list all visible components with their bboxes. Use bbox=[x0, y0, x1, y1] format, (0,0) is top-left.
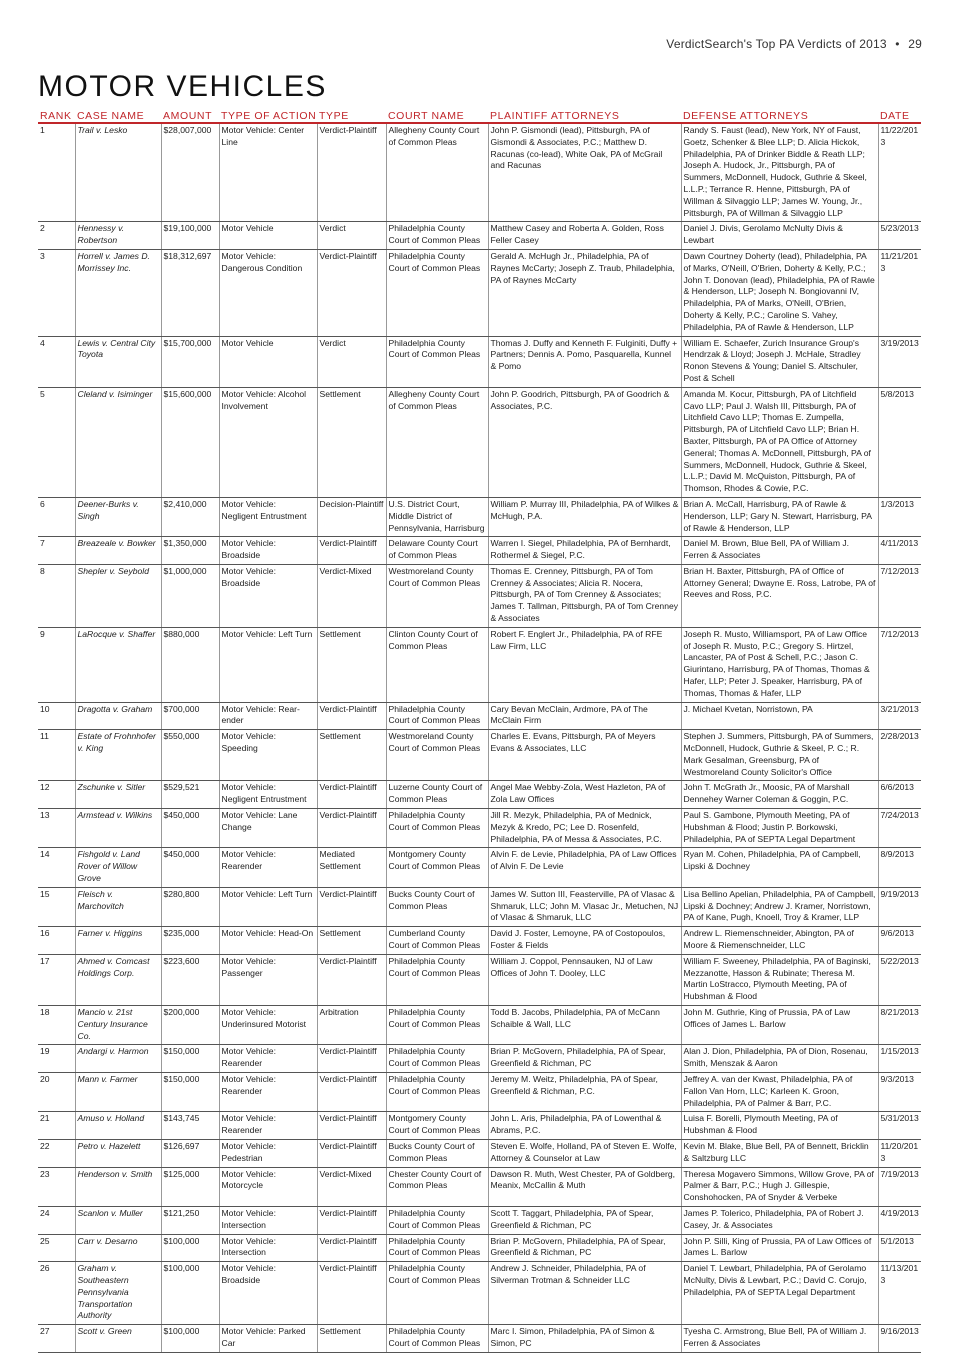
defense-attorneys-cell: Amanda M. Kocur, Pittsburgh, PA of Litchfield Cavo LLP; Paul J. Walsh III, Pittsburgh, PA of Litchfield Cavo LLP; Thomas E. Zumpella, Pittsburgh, PA of Litchfield Cavo LLP; Brian H. Baxter, Pittsburgh, PA of PA Office of Attorney General; Thomas A. McDonnell, Pittsburgh, PA of Summers, McDonnell, Hudock, Guthrie & Skeel, L.L.P.; David M. McQuiston, Pittsburgh, PA of Thomson, Rhodes & Cowie, P.C. bbox=[681, 387, 878, 497]
case-name-cell: Zschunke v. Sitler bbox=[75, 781, 161, 809]
date-cell: 3/21/2013 bbox=[878, 702, 921, 730]
defense-attorneys-cell: Jeffrey A. van der Kwast, Philadelphia, PA of Fallon Van Horn, LLC; Karleen K. Groon, Philadelphia, PA of Palmer & Barr, P.C. bbox=[681, 1072, 878, 1111]
type-of-action-cell: Motor Vehicle: Rearender bbox=[219, 1112, 317, 1140]
date-cell: 1/3/2013 bbox=[878, 497, 921, 536]
type-cell: Verdict-Mixed bbox=[317, 564, 386, 627]
date-cell: 7/19/2013 bbox=[878, 1167, 921, 1206]
rank-cell: 14 bbox=[38, 848, 75, 887]
amount-cell: $2,410,000 bbox=[161, 497, 219, 536]
type-cell: Verdict-Plaintiff bbox=[317, 781, 386, 809]
type-cell: Verdict-Mixed bbox=[317, 1167, 386, 1206]
type-cell: Settlement bbox=[317, 627, 386, 702]
plaintiff-attorneys-cell: Matthew Casey and Roberta A. Golden, Ross Feller Casey bbox=[488, 222, 681, 250]
amount-cell: $15,700,000 bbox=[161, 336, 219, 387]
plaintiff-attorneys-cell: Charles E. Evans, Pittsburgh, PA of Meyers Evans & Associates, LLC bbox=[488, 730, 681, 781]
court-name-cell: Allegheny County Court of Common Pleas bbox=[386, 123, 488, 222]
rank-cell: 2 bbox=[38, 222, 75, 250]
case-name-cell: Lewis v. Central City Toyota bbox=[75, 336, 161, 387]
defense-attorneys-cell: Brian H. Baxter, Pittsburgh, PA of Office of Attorney General; Dwayne E. Ross, Latrobe, PA of Reeves and Ross, P.C. bbox=[681, 564, 878, 627]
type-of-action-cell: Motor Vehicle: Rear-ender bbox=[219, 702, 317, 730]
type-cell: Verdict-Plaintiff bbox=[317, 1072, 386, 1111]
defense-attorneys-cell: Lisa Bellino Apelian, Philadelphia, PA of Campbell, Lipski & Dochney; Andrew J. Kramer, Norristown, PA of Kane, Pugh, Knoell, Troy & Kramer, LLP bbox=[681, 887, 878, 926]
plaintiff-attorneys-cell: Scott T. Taggart, Philadelphia, PA of Spear, Greenfield & Richman, PC bbox=[488, 1206, 681, 1234]
case-name-cell: Graham v. Southeastern Pennsylvania Transportation Authority bbox=[75, 1262, 161, 1325]
type-of-action-cell: Motor Vehicle: Intersection bbox=[219, 1234, 317, 1262]
plaintiff-attorneys-cell: Thomas J. Duffy and Kenneth F. Fulginiti, Duffy + Partners; Dennis A. Pomo, Pasquarella, Kunnel & Pomo bbox=[488, 336, 681, 387]
amount-cell: $19,100,000 bbox=[161, 222, 219, 250]
rank-cell: 13 bbox=[38, 809, 75, 848]
court-name-cell: Bucks County Court of Common Pleas bbox=[386, 887, 488, 926]
table-row bbox=[38, 1206, 921, 1234]
case-name-cell: Mancio v. 21st Century Insurance Co. bbox=[75, 1005, 161, 1044]
type-of-action-cell: Motor Vehicle bbox=[219, 336, 317, 387]
table-row bbox=[38, 1262, 921, 1325]
rank-cell: 7 bbox=[38, 537, 75, 565]
type-cell: Verdict-Plaintiff bbox=[317, 954, 386, 1005]
amount-cell: $143,745 bbox=[161, 1112, 219, 1140]
type-cell: Verdict-Plaintiff bbox=[317, 809, 386, 848]
table-row bbox=[38, 123, 921, 222]
court-name-cell: Bucks County Court of Common Pleas bbox=[386, 1139, 488, 1167]
verdicts-table bbox=[38, 108, 921, 1353]
amount-cell: $121,250 bbox=[161, 1206, 219, 1234]
type-of-action-cell: Motor Vehicle: Passenger bbox=[219, 954, 317, 1005]
defense-attorneys-cell: Theresa Mogavero Simmons, Willow Grove, PA of Palmer & Barr, P.C.; Hugh J. Gillespie, Conshohocken, PA of Snyder & Verbeke bbox=[681, 1167, 878, 1206]
column-header-defense-attorneys: DEFENSE ATTORNEYS bbox=[681, 108, 878, 123]
type-cell: Verdict-Plaintiff bbox=[317, 249, 386, 336]
table-row bbox=[38, 781, 921, 809]
amount-cell: $1,350,000 bbox=[161, 537, 219, 565]
court-name-cell: Philadelphia County Court of Common Pleas bbox=[386, 954, 488, 1005]
rank-cell: 25 bbox=[38, 1234, 75, 1262]
type-cell: Verdict-Plaintiff bbox=[317, 1234, 386, 1262]
table-row bbox=[38, 1072, 921, 1111]
type-of-action-cell: Motor Vehicle: Negligent Entrustment bbox=[219, 781, 317, 809]
court-name-cell: Philadelphia County Court of Common Pleas bbox=[386, 1325, 488, 1353]
type-cell: Verdict-Plaintiff bbox=[317, 887, 386, 926]
page-number: 29 bbox=[908, 37, 922, 51]
court-name-cell: Philadelphia County Court of Common Pleas bbox=[386, 1262, 488, 1325]
column-header-type-of-action: TYPE OF ACTION bbox=[221, 109, 317, 122]
table-row bbox=[38, 1139, 921, 1167]
case-name-cell: Dragotta v. Graham bbox=[75, 702, 161, 730]
court-name-cell: Philadelphia County Court of Common Pleas bbox=[386, 1045, 488, 1073]
amount-cell: $700,000 bbox=[161, 702, 219, 730]
court-name-cell: Philadelphia County Court of Common Pleas bbox=[386, 809, 488, 848]
header-separator: • bbox=[895, 37, 900, 51]
case-name-cell: Henderson v. Smith bbox=[75, 1167, 161, 1206]
date-cell: 3/19/2013 bbox=[878, 336, 921, 387]
type-of-action-cell: Motor Vehicle: Rearender bbox=[219, 848, 317, 887]
amount-cell: $550,000 bbox=[161, 730, 219, 781]
rank-cell: 4 bbox=[38, 336, 75, 387]
defense-attorneys-cell: Paul S. Gambone, Plymouth Meeting, PA of Hubshman & Flood; Justin P. Borkowski, Philadelphia, PA of SEPTA Legal Department bbox=[681, 809, 878, 848]
column-header-plaintiff-attorneys: PLAINTIFF ATTORNEYS bbox=[488, 108, 681, 123]
rank-cell: 24 bbox=[38, 1206, 75, 1234]
case-name-cell: Horrell v. James D. Morrissey Inc. bbox=[75, 249, 161, 336]
case-name-cell: Petro v. Hazelett bbox=[75, 1139, 161, 1167]
table-header-row bbox=[38, 108, 921, 123]
table-row bbox=[38, 848, 921, 887]
date-cell: 11/20/2013 bbox=[878, 1139, 921, 1167]
type-of-action-cell: Motor Vehicle: Left Turn bbox=[219, 887, 317, 926]
table-row bbox=[38, 1112, 921, 1140]
type-cell: Verdict-Plaintiff bbox=[317, 1112, 386, 1140]
column-header-type: TYPE bbox=[317, 108, 386, 123]
table-row bbox=[38, 497, 921, 536]
defense-attorneys-cell: Kevin M. Blake, Blue Bell, PA of Bennett, Bricklin & Saltzburg LLC bbox=[681, 1139, 878, 1167]
case-name-cell: Trail v. Lesko bbox=[75, 123, 161, 222]
rank-cell: 23 bbox=[38, 1167, 75, 1206]
table-row bbox=[38, 954, 921, 1005]
amount-cell: $100,000 bbox=[161, 1234, 219, 1262]
defense-attorneys-cell: Luisa F. Borelli, Plymouth Meeting, PA of Hubshman & Flood bbox=[681, 1112, 878, 1140]
court-name-cell: Westmoreland County Court of Common Pleas bbox=[386, 564, 488, 627]
court-name-cell: Philadelphia County Court of Common Pleas bbox=[386, 249, 488, 336]
court-name-cell: Philadelphia County Court of Common Pleas bbox=[386, 1005, 488, 1044]
plaintiff-attorneys-cell: Brian P. McGovern, Philadelphia, PA of Spear, Greenfield & Richman, PC bbox=[488, 1234, 681, 1262]
amount-cell: $126,697 bbox=[161, 1139, 219, 1167]
type-cell: Verdict-Plaintiff bbox=[317, 537, 386, 565]
defense-attorneys-cell: Randy S. Faust (lead), New York, NY of Faust, Goetz, Schenker & Blee LLP; D. Alicia Hickok, Philadelphia, PA of Drinker Biddle & Reath LLP; Joseph A. Hudock, Jr., Pittsburgh, PA of Summers, McDonnell, Hudock, Guthrie & Skeel, L.L.P.; Terrance R. Henne, Pittsburgh, PA of Willman & Silvaggio LLP; James W. Young, Jr., Pittsburgh, PA of Willman & Silvaggio LLP bbox=[681, 123, 878, 222]
table-row bbox=[38, 627, 921, 702]
type-of-action-cell: Motor Vehicle: Underinsured Motorist bbox=[219, 1005, 317, 1044]
court-name-cell: Clinton County Court of Common Pleas bbox=[386, 627, 488, 702]
court-name-cell: Cumberland County Court of Common Pleas bbox=[386, 927, 488, 955]
case-name-cell: Breazeale v. Bowker bbox=[75, 537, 161, 565]
plaintiff-attorneys-cell: Steven E. Wolfe, Holland, PA of Steven E. Wolfe, Attorney & Counselor at Law bbox=[488, 1139, 681, 1167]
type-cell: Verdict-Plaintiff bbox=[317, 1139, 386, 1167]
type-cell: Verdict bbox=[317, 336, 386, 387]
date-cell: 6/6/2013 bbox=[878, 781, 921, 809]
amount-cell: $18,312,697 bbox=[161, 249, 219, 336]
case-name-cell: Armstead v. Wilkins bbox=[75, 809, 161, 848]
type-cell: Decision-Plaintiff bbox=[317, 497, 386, 536]
type-cell: Verdict-Plaintiff bbox=[317, 1206, 386, 1234]
date-cell: 11/21/2013 bbox=[878, 249, 921, 336]
type-of-action-cell: Motor Vehicle: Broadside bbox=[219, 537, 317, 565]
date-cell: 7/12/2013 bbox=[878, 564, 921, 627]
case-name-cell: Estate of Frohnhofer v. King bbox=[75, 730, 161, 781]
type-of-action-cell: Motor Vehicle: Center Line bbox=[219, 123, 317, 222]
defense-attorneys-cell: John T. McGrath Jr., Moosic, PA of Marshall Dennehey Warner Coleman & Goggin, P.C. bbox=[681, 781, 878, 809]
plaintiff-attorneys-cell: Jeremy M. Weitz, Philadelphia, PA of Spear, Greenfield & Richman, P.C. bbox=[488, 1072, 681, 1111]
date-cell: 9/19/2013 bbox=[878, 887, 921, 926]
date-cell: 5/22/2013 bbox=[878, 954, 921, 1005]
plaintiff-attorneys-cell: John P. Gismondi (lead), Pittsburgh, PA of Gismondi & Associates, P.C.; Matthew D. Racunas (co-lead), White Oak, PA of McGrail and Racunas bbox=[488, 123, 681, 222]
type-cell: Verdict-Plaintiff bbox=[317, 1045, 386, 1073]
amount-cell: $529,521 bbox=[161, 781, 219, 809]
amount-cell: $150,000 bbox=[161, 1045, 219, 1073]
date-cell: 1/15/2013 bbox=[878, 1045, 921, 1073]
date-cell: 4/11/2013 bbox=[878, 537, 921, 565]
plaintiff-attorneys-cell: Todd B. Jacobs, Philadelphia, PA of McCann Schaible & Wall, LLC bbox=[488, 1005, 681, 1044]
date-cell: 5/1/2013 bbox=[878, 1234, 921, 1262]
plaintiff-attorneys-cell: Andrew J. Schneider, Philadelphia, PA of Silverman Trotman & Schneider LLC bbox=[488, 1262, 681, 1325]
date-cell: 5/23/2013 bbox=[878, 222, 921, 250]
case-name-cell: Andargi v. Harmon bbox=[75, 1045, 161, 1073]
rank-cell: 15 bbox=[38, 887, 75, 926]
table-row bbox=[38, 537, 921, 565]
table-row bbox=[38, 1045, 921, 1073]
date-cell: 4/19/2013 bbox=[878, 1206, 921, 1234]
case-name-cell: Ahmed v. Comcast Holdings Corp. bbox=[75, 954, 161, 1005]
defense-attorneys-cell: William E. Schaefer, Zurich Insurance Group's Hendrzak & Lloyd; Joseph J. McHale, Stradley Ronon Stevens & Young; Daniel S. Altschuler, Post & Schell bbox=[681, 336, 878, 387]
column-header-date: DATE bbox=[878, 108, 921, 123]
case-name-cell: LaRocque v. Shaffer bbox=[75, 627, 161, 702]
amount-cell: $1,000,000 bbox=[161, 564, 219, 627]
table-row bbox=[38, 1234, 921, 1262]
plaintiff-attorneys-cell: Angel Mae Webby-Zola, West Hazleton, PA of Zola Law Offices bbox=[488, 781, 681, 809]
table-row bbox=[38, 564, 921, 627]
court-name-cell: Montgomery County Court of Common Pleas bbox=[386, 848, 488, 887]
rank-cell: 12 bbox=[38, 781, 75, 809]
defense-attorneys-cell: Daniel T. Lewbart, Philadelphia, PA of Gerolamo McNulty, Divis & Lewbart, P.C.; David C. Corujo, Philadelphia, PA of SEPTA Legal Department bbox=[681, 1262, 878, 1325]
type-cell: Settlement bbox=[317, 730, 386, 781]
type-cell: Arbitration bbox=[317, 1005, 386, 1044]
plaintiff-attorneys-cell: John P. Goodrich, Pittsburgh, PA of Goodrich & Associates, P.C. bbox=[488, 387, 681, 497]
type-of-action-cell: Motor Vehicle: Dangerous Condition bbox=[219, 249, 317, 336]
table-row bbox=[38, 927, 921, 955]
table-row bbox=[38, 887, 921, 926]
amount-cell: $450,000 bbox=[161, 848, 219, 887]
publication-title: VerdictSearch's Top PA Verdicts of 2013 bbox=[666, 37, 887, 51]
plaintiff-attorneys-cell: Gerald A. McHugh Jr., Philadelphia, PA of Raynes McCarty; Joseph Z. Traub, Philadelphia, PA of Raynes McCarty bbox=[488, 249, 681, 336]
rank-cell: 6 bbox=[38, 497, 75, 536]
table-body bbox=[38, 123, 921, 1352]
court-name-cell: Allegheny County Court of Common Pleas bbox=[386, 387, 488, 497]
table-row bbox=[38, 249, 921, 336]
type-of-action-cell: Motor Vehicle: Rearender bbox=[219, 1045, 317, 1073]
table-row bbox=[38, 336, 921, 387]
defense-attorneys-cell: Brian A. McCall, Harrisburg, PA of Rawle & Henderson, LLP; Gary N. Stewart, Harrisburg, PA of Rawle & Henderson, LLP bbox=[681, 497, 878, 536]
case-name-cell: Cleland v. Isiminger bbox=[75, 387, 161, 497]
case-name-cell: Deener-Burks v. Singh bbox=[75, 497, 161, 536]
plaintiff-attorneys-cell: Alvin F. de Levie, Philadelphia, PA of Law Offices of Alvin F. De Levie bbox=[488, 848, 681, 887]
type-of-action-cell: Motor Vehicle: Pedestrian bbox=[219, 1139, 317, 1167]
amount-cell: $880,000 bbox=[161, 627, 219, 702]
case-name-cell: Fishgold v. Land Rover of Willow Grove bbox=[75, 848, 161, 887]
date-cell: 8/21/2013 bbox=[878, 1005, 921, 1044]
rank-cell: 22 bbox=[38, 1139, 75, 1167]
type-cell: Settlement bbox=[317, 927, 386, 955]
rank-cell: 18 bbox=[38, 1005, 75, 1044]
table-row bbox=[38, 1005, 921, 1044]
rank-cell: 19 bbox=[38, 1045, 75, 1073]
type-of-action-cell: Motor Vehicle: Broadside bbox=[219, 564, 317, 627]
court-name-cell: Philadelphia County Court of Common Pleas bbox=[386, 1072, 488, 1111]
column-header-court-name: COURT NAME bbox=[386, 108, 488, 123]
case-name-cell: Fleisch v. Marchovitch bbox=[75, 887, 161, 926]
defense-attorneys-cell: Andrew L. Riemenschneider, Abington, PA of Moore & Riemenschneider, LLC bbox=[681, 927, 878, 955]
plaintiff-attorneys-cell: Dawson R. Muth, West Chester, PA of Goldberg, Meanix, McCallin & Muth bbox=[488, 1167, 681, 1206]
defense-attorneys-cell: Tyesha C. Armstrong, Blue Bell, PA of William J. Ferren & Associates bbox=[681, 1325, 878, 1353]
plaintiff-attorneys-cell: Marc I. Simon, Philadelphia, PA of Simon & Simon, PC bbox=[488, 1325, 681, 1353]
table-row bbox=[38, 387, 921, 497]
plaintiff-attorneys-cell: David J. Foster, Lemoyne, PA of Costopoulos, Foster & Fields bbox=[488, 927, 681, 955]
running-header bbox=[666, 37, 922, 51]
rank-cell: 27 bbox=[38, 1325, 75, 1353]
type-of-action-cell: Motor Vehicle: Motorcycle bbox=[219, 1167, 317, 1206]
type-of-action-cell: Motor Vehicle: Intersection bbox=[219, 1206, 317, 1234]
plaintiff-attorneys-cell: Brian P. McGovern, Philadelphia, PA of Spear, Greenfield & Richman, PC bbox=[488, 1045, 681, 1073]
column-header-case-name: CASE NAME bbox=[75, 108, 161, 123]
defense-attorneys-cell: Stephen J. Summers, Pittsburgh, PA of Summers, McDonnell, Hudock, Guthrie & Skeel, P. C.; R. Mark Gesalman, Greensburg, PA of Westmoreland County Solicitor's Office bbox=[681, 730, 878, 781]
case-name-cell: Shepler v. Seybold bbox=[75, 564, 161, 627]
court-name-cell: Philadelphia County Court of Common Pleas bbox=[386, 1206, 488, 1234]
date-cell: 11/13/2013 bbox=[878, 1262, 921, 1325]
type-of-action-cell: Motor Vehicle: Broadside bbox=[219, 1262, 317, 1325]
court-name-cell: Delaware County Court of Common Pleas bbox=[386, 537, 488, 565]
rank-cell: 1 bbox=[38, 123, 75, 222]
date-cell: 9/16/2013 bbox=[878, 1325, 921, 1353]
type-cell: Verdict-Plaintiff bbox=[317, 1262, 386, 1325]
amount-cell: $125,000 bbox=[161, 1167, 219, 1206]
rank-cell: 16 bbox=[38, 927, 75, 955]
court-name-cell: Philadelphia County Court of Common Pleas bbox=[386, 336, 488, 387]
table-row bbox=[38, 702, 921, 730]
date-cell: 9/3/2013 bbox=[878, 1072, 921, 1111]
type-cell: Verdict bbox=[317, 222, 386, 250]
amount-cell: $15,600,000 bbox=[161, 387, 219, 497]
table-row bbox=[38, 730, 921, 781]
court-name-cell: Westmoreland County Court of Common Pleas bbox=[386, 730, 488, 781]
plaintiff-attorneys-cell: William P. Murray III, Philadelphia, PA of Wilkes & McHugh, P.A. bbox=[488, 497, 681, 536]
defense-attorneys-cell: William F. Sweeney, Philadelphia, PA of Baginski, Mezzanotte, Hasson & Rubinate; Theresa M. Martin LoStracco, Plymouth Meeting, PA of Hubshman & Flood bbox=[681, 954, 878, 1005]
defense-attorneys-cell: Dawn Courtney Doherty (lead), Philadelphia, PA of Marks, O'Neill, O'Brien, Doherty & Kelly, P.C.; John T. Donovan (lead), Philadelphia, PA of Rawle & Henderson, LLP; Joseph N. Bongiovanni IV, Philadelphia, PA of Marks, O'Neill, O'Brien, Doherty & Kelly, P.C.; Caroline S. Vahey, Philadelphia, PA of Rawle & Henderson, LLP bbox=[681, 249, 878, 336]
defense-attorneys-cell: Alan J. Dion, Philadelphia, PA of Dion, Rosenau, Smith, Menszak & Aaron bbox=[681, 1045, 878, 1073]
date-cell: 5/31/2013 bbox=[878, 1112, 921, 1140]
plaintiff-attorneys-cell: John L. Aris, Philadelphia, PA of Lowenthal & Abrams, P.C. bbox=[488, 1112, 681, 1140]
plaintiff-attorneys-cell: Robert F. Englert Jr., Philadelphia, PA of RFE Law Firm, LLC bbox=[488, 627, 681, 702]
date-cell: 7/24/2013 bbox=[878, 809, 921, 848]
date-cell: 11/22/2013 bbox=[878, 123, 921, 222]
plaintiff-attorneys-cell: Jill R. Mezyk, Philadelphia, PA of Mednick, Mezyk & Kredo, PC; Lee D. Rosenfeld, Philadelphia, PA of Messa & Associates, P.C. bbox=[488, 809, 681, 848]
court-name-cell: Philadelphia County Court of Common Pleas bbox=[386, 222, 488, 250]
rank-cell: 10 bbox=[38, 702, 75, 730]
type-of-action-cell: Motor Vehicle: Head-On bbox=[219, 927, 317, 955]
court-name-cell: Montgomery County Court of Common Pleas bbox=[386, 1112, 488, 1140]
defense-attorneys-cell: Daniel J. Divis, Gerolamo McNulty Divis & Lewbart bbox=[681, 222, 878, 250]
type-of-action-cell: Motor Vehicle bbox=[219, 222, 317, 250]
type-cell: Verdict-Plaintiff bbox=[317, 123, 386, 222]
type-of-action-cell: Motor Vehicle: Speeding bbox=[219, 730, 317, 781]
type-of-action-cell: Motor Vehicle: Parked Car bbox=[219, 1325, 317, 1353]
defense-attorneys-cell: John P. Silli, King of Prussia, PA of Law Offices of James L. Barlow bbox=[681, 1234, 878, 1262]
case-name-cell: Carr v. Desarno bbox=[75, 1234, 161, 1262]
amount-cell: $235,000 bbox=[161, 927, 219, 955]
case-name-cell: Farner v. Higgins bbox=[75, 927, 161, 955]
type-of-action-cell: Motor Vehicle: Left Turn bbox=[219, 627, 317, 702]
case-name-cell: Scanlon v. Muller bbox=[75, 1206, 161, 1234]
case-name-cell: Mann v. Farmer bbox=[75, 1072, 161, 1111]
amount-cell: $150,000 bbox=[161, 1072, 219, 1111]
type-cell: Mediated Settlement bbox=[317, 848, 386, 887]
table-row bbox=[38, 809, 921, 848]
court-name-cell: Luzerne County Court of Common Pleas bbox=[386, 781, 488, 809]
amount-cell: $28,007,000 bbox=[161, 123, 219, 222]
date-cell: 9/6/2013 bbox=[878, 927, 921, 955]
type-of-action-cell: Motor Vehicle: Alcohol Involvement bbox=[219, 387, 317, 497]
plaintiff-attorneys-cell: Thomas E. Crenney, Pittsburgh, PA of Tom Crenney & Associates; Alicia R. Nocera, Pittsburgh, PA of Tom Crenney & Associates; James T. Tallman, Pittsburgh, PA of Tom Crenney & Associates bbox=[488, 564, 681, 627]
type-cell: Settlement bbox=[317, 1325, 386, 1353]
plaintiff-attorneys-cell: William J. Coppol, Pennsauken, NJ of Law Offices of John T. Dooley, LLC bbox=[488, 954, 681, 1005]
defense-attorneys-cell: Daniel M. Brown, Blue Bell, PA of William J. Ferren & Associates bbox=[681, 537, 878, 565]
date-cell: 5/8/2013 bbox=[878, 387, 921, 497]
plaintiff-attorneys-cell: James W. Sutton III, Feasterville, PA of Vlasac & Shmaruk, LLC; John M. Vlasac Jr., Metuchen, NJ of Vlasac & Shmaruk, LLC bbox=[488, 887, 681, 926]
case-name-cell: Scott v. Green bbox=[75, 1325, 161, 1353]
date-cell: 2/28/2013 bbox=[878, 730, 921, 781]
table-row bbox=[38, 1325, 921, 1353]
date-cell: 7/12/2013 bbox=[878, 627, 921, 702]
amount-cell: $100,000 bbox=[161, 1325, 219, 1353]
rank-cell: 9 bbox=[38, 627, 75, 702]
amount-cell: $280,800 bbox=[161, 887, 219, 926]
rank-cell: 8 bbox=[38, 564, 75, 627]
defense-attorneys-cell: James P. Tolerico, Philadelphia, PA of Robert J. Casey, Jr. & Associates bbox=[681, 1206, 878, 1234]
column-header-rank: RANK bbox=[38, 108, 75, 123]
amount-cell: $100,000 bbox=[161, 1262, 219, 1325]
court-name-cell: Philadelphia County Court of Common Pleas bbox=[386, 702, 488, 730]
rank-cell: 20 bbox=[38, 1072, 75, 1111]
type-of-action-cell: Motor Vehicle: Negligent Entrustment bbox=[219, 497, 317, 536]
defense-attorneys-cell: Joseph R. Musto, Williamsport, PA of Law Office of Joseph R. Musto, P.C.; Gregory S. Hirtzel, Lancaster, PA of Post & Schell, P.C.; Jason C. Giurintano, Harrisburg, PA of Thomas, Thomas & Hafer, LLP; Peter J. Speaker, Harrisburg, PA of Thomas, Thomas & Hafer, LLP bbox=[681, 627, 878, 702]
type-cell: Verdict-Plaintiff bbox=[317, 702, 386, 730]
rank-cell: 26 bbox=[38, 1262, 75, 1325]
defense-attorneys-cell: Ryan M. Cohen, Philadelphia, PA of Campbell, Lipski & Dochney bbox=[681, 848, 878, 887]
date-cell: 8/9/2013 bbox=[878, 848, 921, 887]
defense-attorneys-cell: J. Michael Kvetan, Norristown, PA bbox=[681, 702, 878, 730]
plaintiff-attorneys-cell: Warren I. Siegel, Philadelphia, PA of Bernhardt, Rothermel & Siegel, P.C. bbox=[488, 537, 681, 565]
rank-cell: 3 bbox=[38, 249, 75, 336]
rank-cell: 21 bbox=[38, 1112, 75, 1140]
plaintiff-attorneys-cell: Cary Bevan McClain, Ardmore, PA of The McClain Firm bbox=[488, 702, 681, 730]
court-name-cell: Philadelphia County Court of Common Pleas bbox=[386, 1234, 488, 1262]
court-name-cell: Chester County Court of Common Pleas bbox=[386, 1167, 488, 1206]
table-row bbox=[38, 1167, 921, 1206]
table-row bbox=[38, 222, 921, 250]
amount-cell: $200,000 bbox=[161, 1005, 219, 1044]
type-of-action-cell: Motor Vehicle: Rearender bbox=[219, 1072, 317, 1111]
amount-cell: $450,000 bbox=[161, 809, 219, 848]
type-of-action-cell: Motor Vehicle: Lane Change bbox=[219, 809, 317, 848]
defense-attorneys-cell: John M. Guthrie, King of Prussia, PA of Law Offices of James L. Barlow bbox=[681, 1005, 878, 1044]
rank-cell: 17 bbox=[38, 954, 75, 1005]
rank-cell: 11 bbox=[38, 730, 75, 781]
column-header-amount: AMOUNT bbox=[161, 108, 219, 123]
amount-cell: $223,600 bbox=[161, 954, 219, 1005]
type-cell: Settlement bbox=[317, 387, 386, 497]
rank-cell: 5 bbox=[38, 387, 75, 497]
case-name-cell: Amuso v. Holland bbox=[75, 1112, 161, 1140]
section-title: MOTOR VEHICLES bbox=[38, 70, 327, 103]
case-name-cell: Hennessy v. Robertson bbox=[75, 222, 161, 250]
court-name-cell: U.S. District Court, Middle District of Pennsylvania, Harrisburg bbox=[386, 497, 488, 536]
